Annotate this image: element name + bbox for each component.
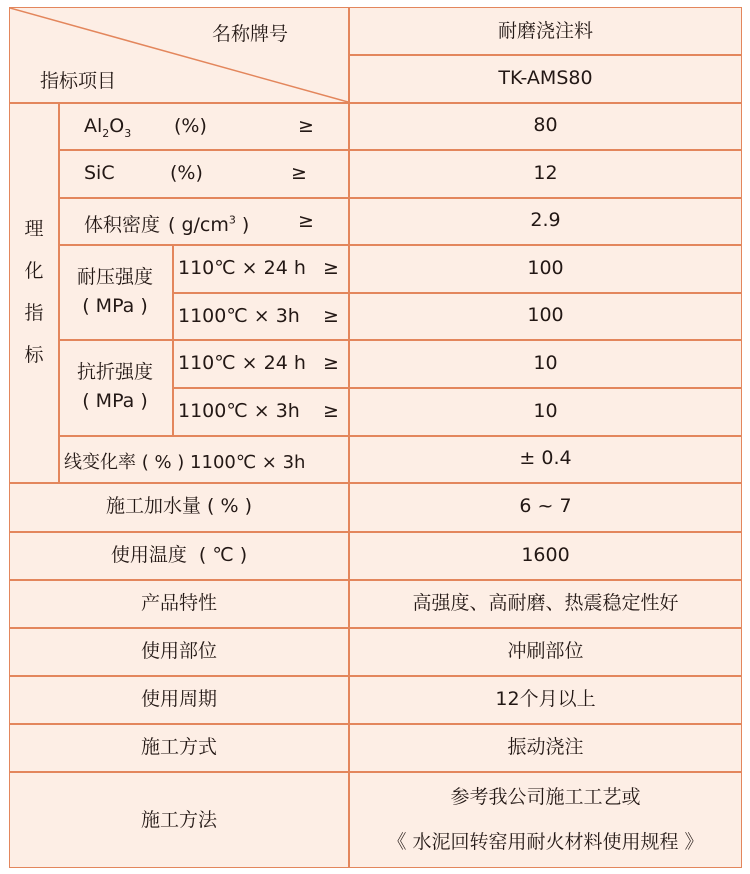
method-value-line-1: 参考我公司施工工艺或	[450, 786, 641, 809]
density-op: ≥	[298, 210, 314, 232]
flexural-label-unit: ( MPa )	[82, 390, 148, 412]
al2o3-mid: O	[109, 115, 125, 137]
position-label: 使用部位	[140, 639, 217, 662]
water-label: 施工加水量 ( % )	[106, 495, 252, 518]
group-label-char: 化	[24, 260, 44, 282]
al2o3-sub: 3	[124, 126, 132, 140]
position-value: 冲刷部位	[507, 639, 584, 662]
header-brand-label: 名称牌号	[212, 23, 289, 45]
al2o3-prefix: Al	[84, 115, 103, 137]
al2o3-value: 80	[533, 114, 558, 137]
flexural-label-name: 抗折强度	[76, 361, 153, 384]
compressive-value-1: 100	[527, 256, 564, 279]
al2o3-label	[84, 115, 131, 140]
al2o3-sub: 2	[102, 126, 110, 140]
feature-label: 产品特性	[140, 591, 217, 614]
density-name: 体积密度	[84, 214, 161, 236]
sic-unit: (%)	[170, 162, 203, 184]
compressive-label-unit: ( MPa )	[82, 294, 148, 317]
compressive-cond-1: 110℃ × 24 h	[178, 257, 306, 279]
compressive-op-1: ≥	[323, 257, 339, 279]
compressive-label-name: 耐压强度	[76, 265, 153, 288]
period-label: 使用周期	[140, 687, 217, 710]
density-sup: 3	[228, 213, 236, 227]
al2o3-op: ≥	[298, 115, 314, 137]
group-label-char: 指	[24, 302, 44, 324]
flexural-op-1: ≥	[323, 352, 339, 374]
sic-op: ≥	[291, 162, 307, 184]
compressive-value-2: 100	[527, 304, 564, 327]
feature-value: 高强度、高耐磨、热震稳定性好	[412, 591, 679, 614]
compressive-label	[58, 244, 172, 339]
spec-table	[9, 7, 742, 868]
group-label-char: 理	[24, 218, 44, 240]
density-unit-pre: ( g/cm	[168, 214, 229, 236]
group-label-char: 标	[24, 344, 44, 366]
al2o3-unit: (%)	[174, 115, 207, 137]
method-value-line-2: 《 水泥回转窑用耐火材料使用规程 》	[387, 831, 704, 853]
density-label	[84, 210, 249, 237]
flexural-op-2: ≥	[323, 400, 339, 422]
header-index-label: 指标项目	[40, 70, 117, 92]
sic-value: 12	[533, 161, 558, 184]
period-value: 12个月以上	[495, 687, 596, 710]
mode-label: 施工方式	[140, 735, 217, 758]
group-label-physchem	[10, 208, 58, 376]
density-unit-post: )	[235, 214, 250, 236]
grid-line	[172, 244, 174, 435]
temperature-label: 使用温度 ( ℃ )	[110, 543, 248, 566]
flexural-value-2: 10	[533, 399, 558, 422]
sic-label: SiC	[84, 162, 115, 184]
flexural-value-1: 10	[533, 351, 558, 374]
compressive-cond-2: 1100℃ × 3h	[178, 305, 300, 327]
temperature-value: 1600	[521, 543, 570, 566]
mode-value: 振动浇注	[507, 735, 584, 758]
method-label: 施工方法	[140, 808, 217, 831]
method-value	[348, 771, 742, 868]
linear-change-value: ± 0.4	[519, 447, 572, 470]
header-product-name: 耐磨浇注料	[497, 19, 593, 42]
flexural-cond-2: 1100℃ × 3h	[178, 400, 300, 422]
header-product-code: TK-AMS80	[498, 66, 593, 89]
linear-change-label: 线变化率 ( % ) 1100℃ × 3h	[64, 452, 306, 473]
water-value: 6 ~ 7	[519, 495, 572, 518]
density-value: 2.9	[530, 209, 561, 232]
flexural-label	[58, 339, 172, 435]
compressive-op-2: ≥	[323, 305, 339, 327]
flexural-cond-1: 110℃ × 24 h	[178, 352, 306, 374]
